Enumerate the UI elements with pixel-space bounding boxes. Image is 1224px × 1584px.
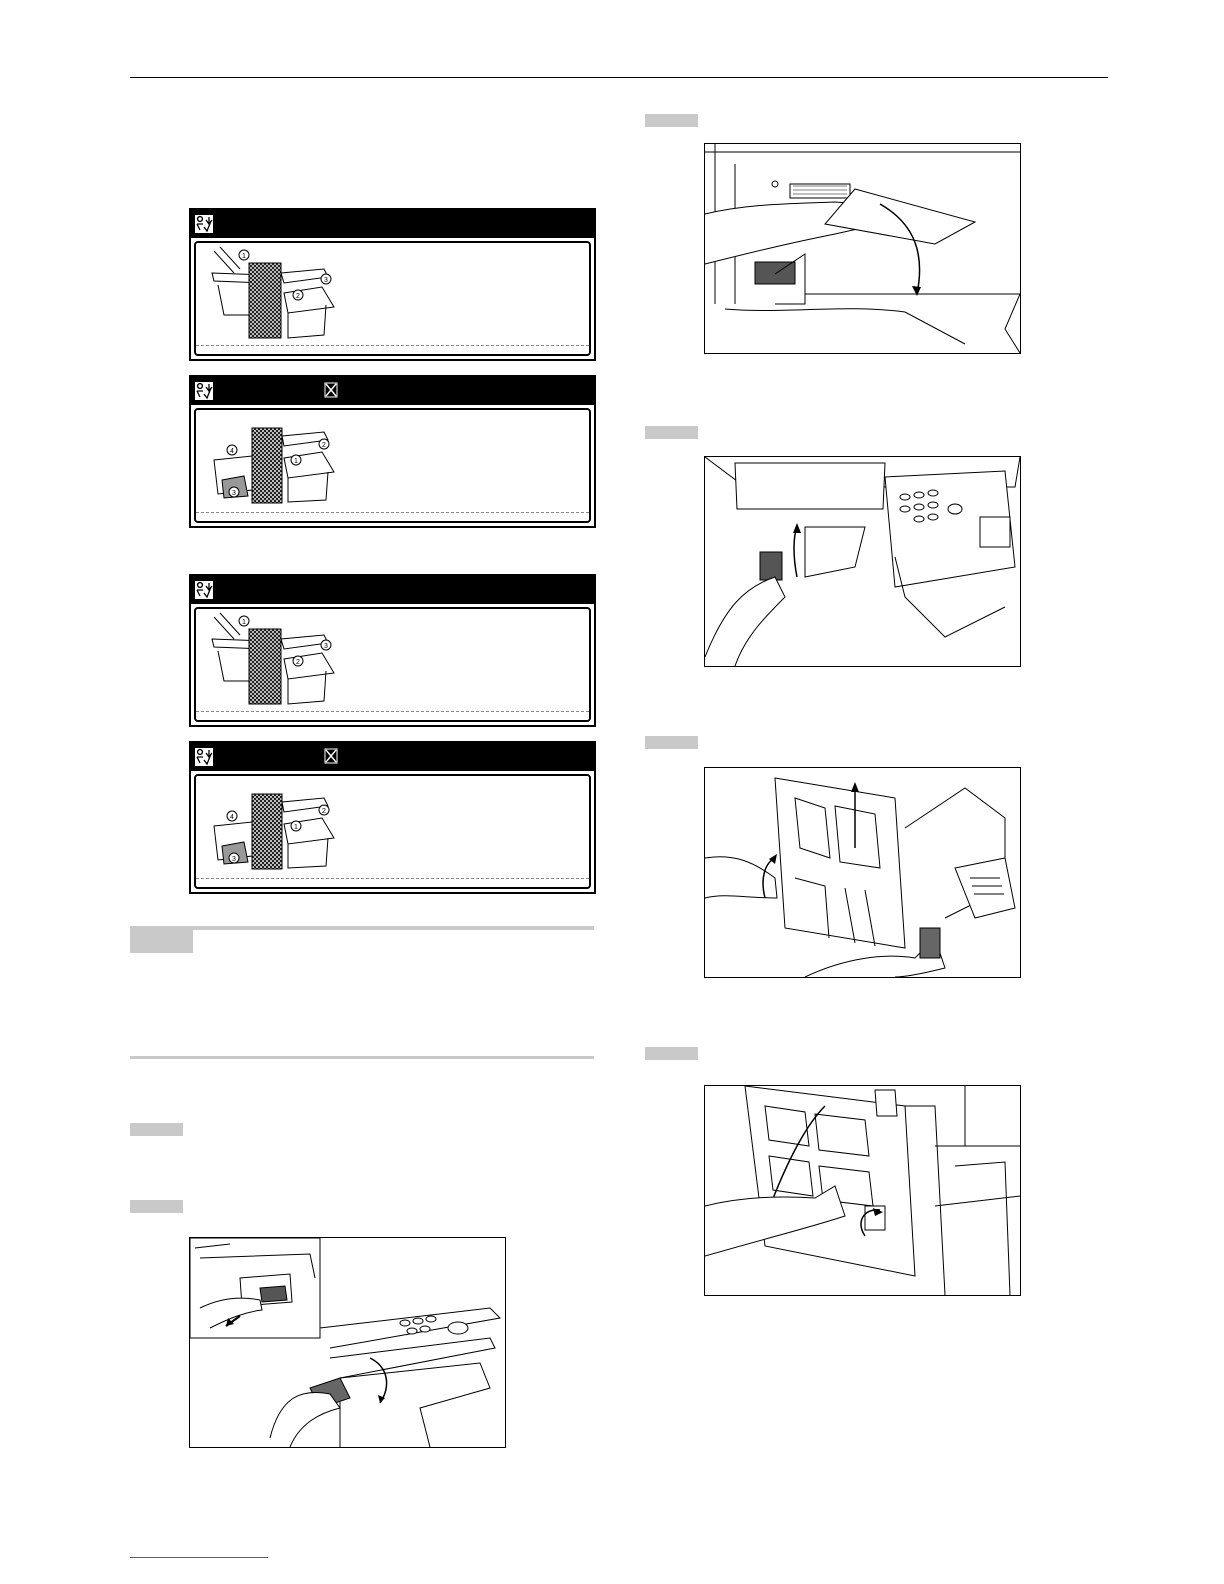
jam-warning-icon — [194, 214, 214, 234]
cross-mark-icon — [324, 382, 338, 398]
step-tag-6 — [645, 1047, 698, 1060]
panel-header — [191, 377, 594, 405]
step-tag-3 — [645, 114, 698, 127]
header-rule — [130, 77, 1108, 78]
step-tag-4 — [645, 426, 698, 439]
svg-text:1: 1 — [242, 619, 246, 626]
svg-text:2: 2 — [322, 442, 326, 449]
jam-display-panel-2 — [189, 375, 596, 528]
panel-header — [191, 210, 594, 238]
lift-lever-illustration — [704, 456, 1021, 667]
finisher-diagram — [204, 609, 344, 709]
panel-body — [194, 408, 591, 523]
panel-divider — [196, 711, 589, 712]
panel-body — [194, 607, 591, 722]
panel-divider — [196, 878, 589, 879]
step-tag-1 — [130, 1123, 183, 1136]
svg-text:1: 1 — [294, 824, 298, 831]
remove-paper-illustration — [704, 143, 1021, 354]
panel-body — [194, 774, 591, 889]
svg-text:1: 1 — [242, 253, 246, 260]
jam-warning-icon — [194, 747, 214, 767]
open-guide-illustration — [704, 767, 1021, 978]
pull-handle-illustration — [189, 1237, 506, 1448]
step-tag-2 — [130, 1200, 183, 1213]
svg-text:2: 2 — [296, 659, 300, 666]
svg-text:4: 4 — [230, 448, 234, 455]
finisher-diagram — [204, 243, 344, 343]
open-cover-illustration — [704, 1085, 1021, 1296]
jam-warning-icon — [194, 580, 214, 600]
panel-header — [191, 576, 594, 604]
panel-divider — [196, 512, 589, 513]
svg-text:3: 3 — [324, 643, 328, 650]
svg-text:3: 3 — [232, 856, 236, 863]
note-label — [130, 926, 193, 953]
footer-link-rule — [130, 1557, 268, 1558]
step-tag-5 — [645, 736, 698, 749]
svg-text:3: 3 — [232, 490, 236, 497]
jam-warning-icon — [194, 381, 214, 401]
svg-text:4: 4 — [230, 814, 234, 821]
note-end-rule — [130, 1056, 594, 1059]
note-rule — [130, 926, 594, 930]
svg-text:3: 3 — [324, 277, 328, 284]
svg-text:1: 1 — [294, 458, 298, 465]
finisher-drawer-diagram — [204, 776, 344, 876]
jam-display-panel-1 — [189, 208, 596, 361]
svg-text:2: 2 — [322, 808, 326, 815]
svg-text:2: 2 — [296, 293, 300, 300]
jam-display-panel-3 — [189, 574, 596, 727]
panel-body — [194, 241, 591, 356]
finisher-drawer-diagram — [204, 410, 344, 510]
jam-display-panel-4 — [189, 741, 596, 894]
cross-mark-icon — [324, 748, 338, 764]
panel-header — [191, 743, 594, 771]
panel-divider — [196, 345, 589, 346]
